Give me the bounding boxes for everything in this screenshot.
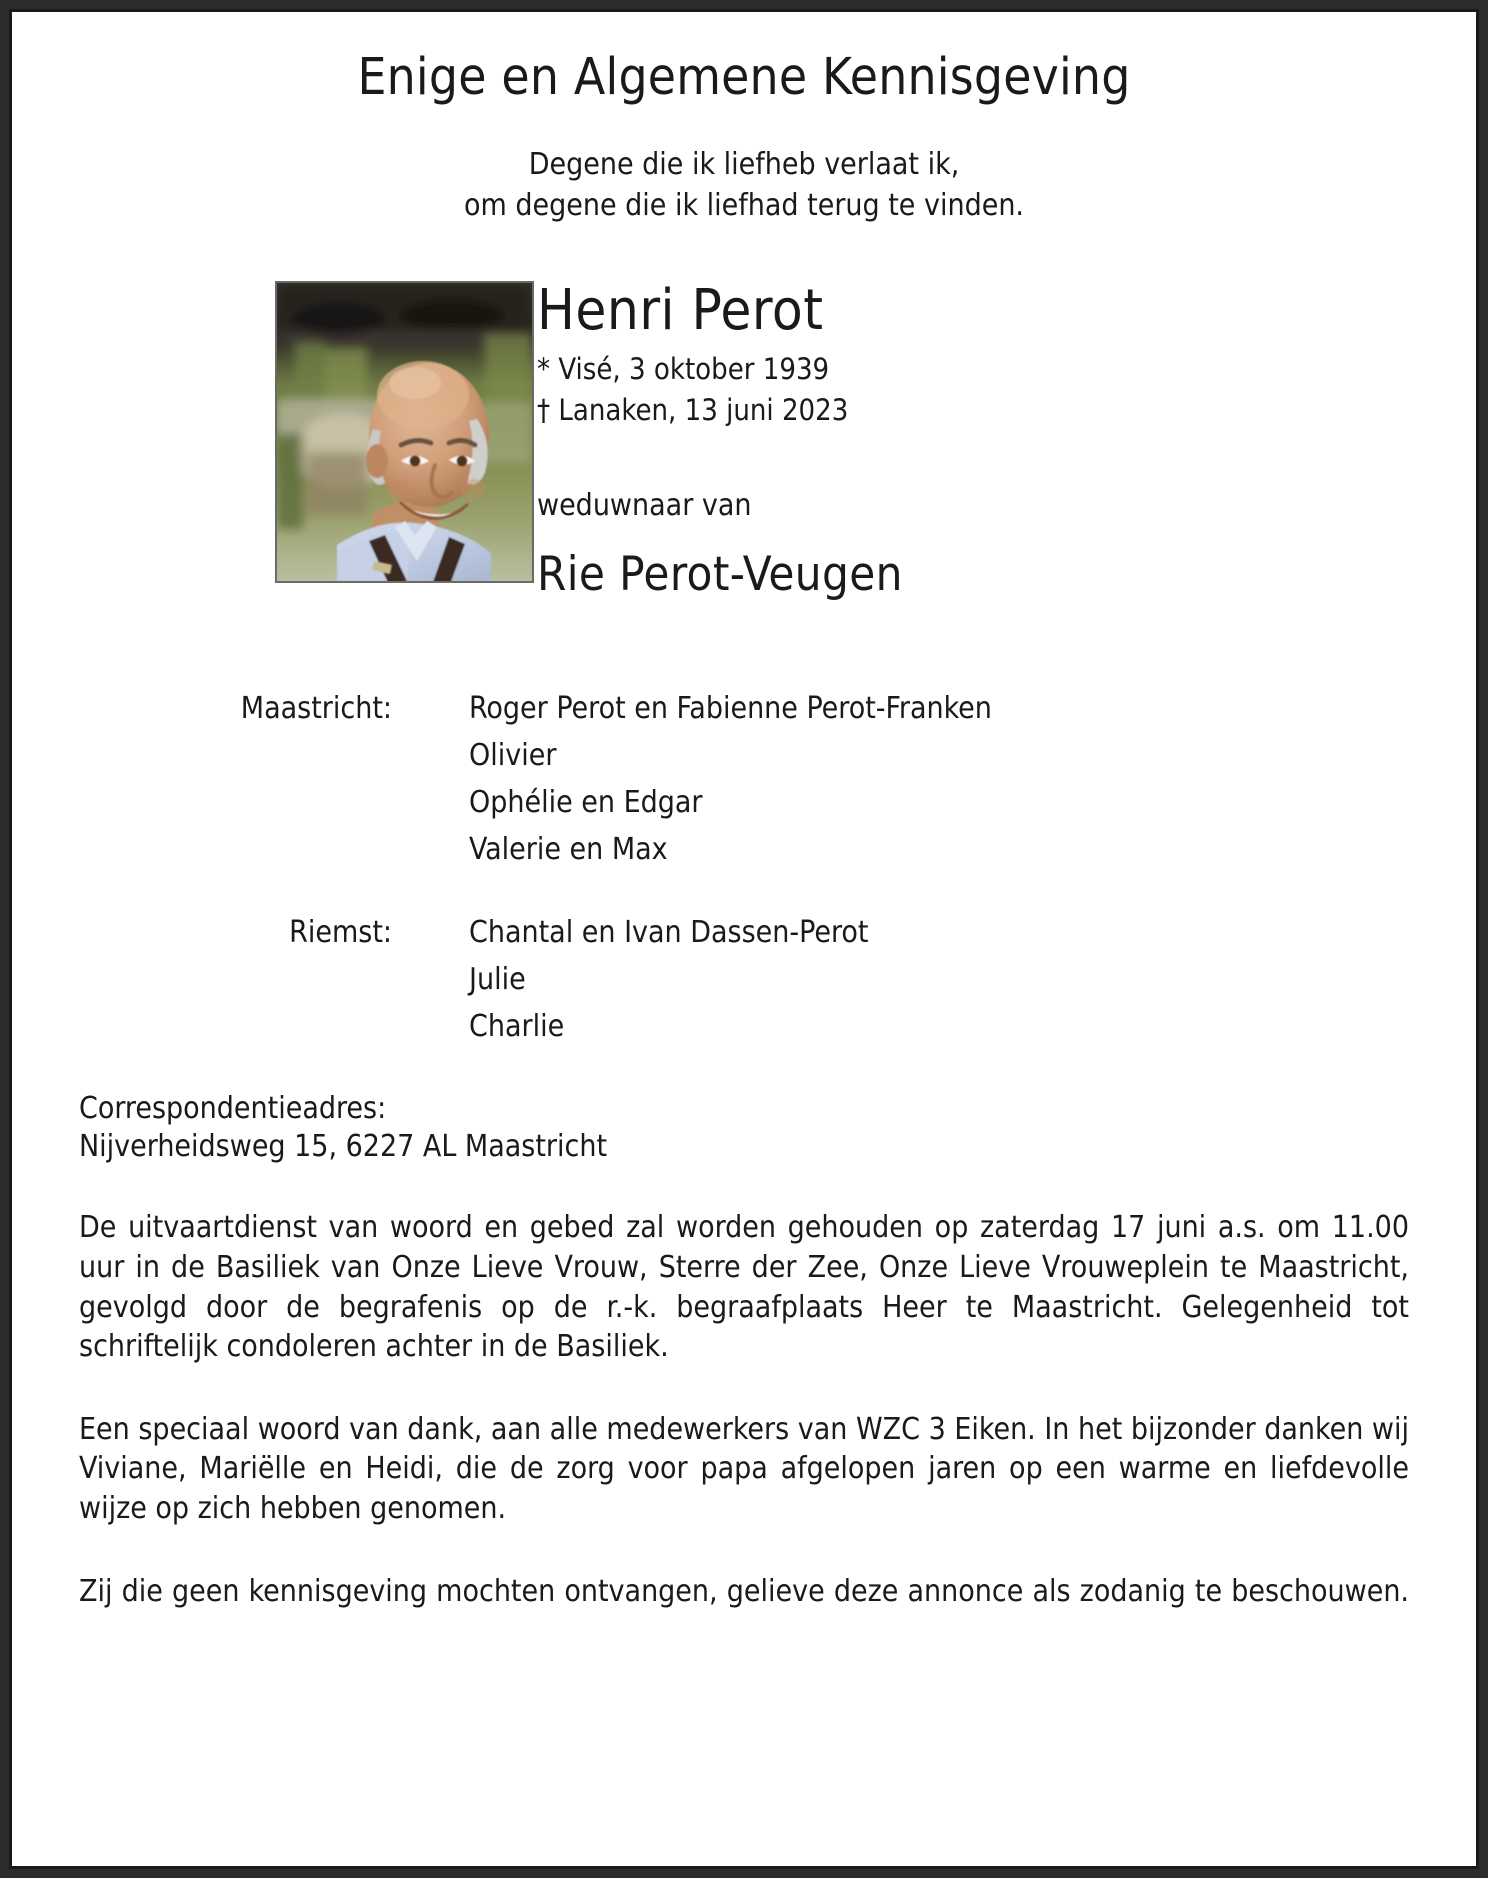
- life-dates: [537, 349, 1409, 431]
- correspondence-address: [79, 1090, 1409, 1166]
- thanks-paragraph: Een speciaal woord van dank, aan alle medewerkers van WZC 3 Eiken. In het bijzonder danken wij Viviane, Mariëlle en Heidi, die de zorg voor papa afgelopen jaren op een warme en liefdevolle wijze op zich hebben genomen.: [79, 1411, 1409, 1527]
- family-group-maastricht: [79, 689, 1409, 869]
- list-item: Julie: [469, 961, 526, 997]
- list-item: Roger Perot en Fabienne Perot-Franken: [469, 690, 992, 726]
- family-members: [469, 913, 1409, 1046]
- spouse-name: Rie Perot-Veugen: [537, 546, 903, 602]
- deceased-name: Henri Perot: [537, 277, 824, 343]
- identity-block: [79, 277, 1409, 671]
- portrait-photo: [275, 281, 534, 583]
- portrait-image: [277, 283, 532, 581]
- list-item: Valerie en Max: [469, 831, 668, 867]
- identity-text: [537, 277, 1409, 602]
- notice-content: [12, 12, 1476, 1866]
- family-city-label: Riemst:: [289, 914, 392, 950]
- list-item: Chantal en Ivan Dassen-Perot: [469, 914, 869, 950]
- service-paragraph: De uitvaartdienst van woord en gebed zal worden gehouden op zaterdag 17 juni a.s. om 11.00 uur in de Basiliek van Onze Lieve Vrouw, Sterre der Zee, Onze Lieve Vrouweplein te Maastricht, gevolgd door de begrafenis op de r.-k. begraafplaats Heer te Maastricht. Gelegenheid tot schriftelijk condoleren achter in de Basiliek.: [79, 1210, 1409, 1365]
- list-item: Olivier: [469, 737, 557, 773]
- address-label: Correspondentieadres:: [79, 1090, 387, 1126]
- family-group-riemst: [79, 913, 1409, 1046]
- birth-line: * Visé, 3 oktober 1939: [537, 352, 830, 387]
- relation-label: weduwnaar van: [537, 487, 752, 523]
- family-list: [79, 689, 1409, 1046]
- death-line: † Lanaken, 13 juni 2023: [537, 393, 849, 428]
- family-members: [469, 689, 1409, 869]
- closing-paragraph: Zij die geen kennisgeving mochten ontvangen, gelieve deze annonce als zodanig te beschouwen.: [79, 1573, 1409, 1609]
- motto-line-1: Degene die ik liefheb verlaat ik,: [528, 147, 960, 183]
- motto-line-2: om degene die ik liefhad terug te vinden.: [464, 188, 1024, 224]
- notice-card: [9, 9, 1479, 1869]
- family-city-label: Maastricht:: [240, 690, 392, 726]
- page-title: Enige en Algemene Kennisgeving: [357, 48, 1131, 107]
- list-item: Ophélie en Edgar: [469, 784, 703, 820]
- motto-block: [79, 144, 1409, 227]
- list-item: Charlie: [469, 1008, 565, 1044]
- address-line: Nijverheidsweg 15, 6227 AL Maastricht: [79, 1128, 608, 1164]
